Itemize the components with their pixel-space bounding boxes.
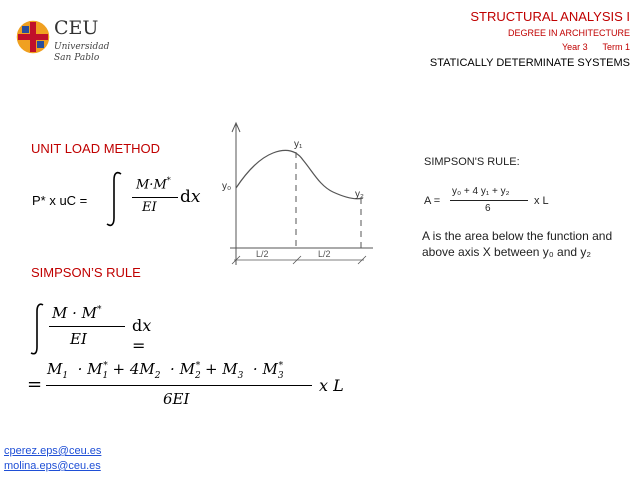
function-curve: [236, 150, 363, 198]
unit-load-lhs: P* x uC =: [32, 193, 88, 208]
simpson-rule-numerator: y₀ + 4 y₁ + y₂: [452, 186, 510, 197]
course-title: STRUCTURAL ANALYSIS I: [470, 9, 630, 24]
email-link-cperez[interactable]: cperez.eps@ceu.es: [4, 445, 102, 457]
simpson-expanded-formula: [27, 358, 367, 414]
expanded-times-L: x L: [319, 376, 344, 395]
expanded-denominator: 6EI: [163, 390, 190, 408]
expanded-equals: =: [27, 374, 43, 395]
graph-y0-label: y₀: [222, 181, 232, 192]
unit-load-denominator: EI: [142, 200, 157, 215]
simpson-integral-numerator: M · M*: [52, 304, 102, 322]
logo-name: CEU: [54, 17, 99, 39]
simpson-rule-title: SIMPSON'S RULE:: [424, 156, 520, 168]
graph-half2-label: L/2: [318, 249, 331, 259]
simpson-rule-times: x L: [534, 195, 549, 207]
expanded-fraction-bar: [46, 385, 312, 386]
integral-sign-icon: [104, 170, 126, 228]
logo-line1: Universidad: [54, 42, 110, 52]
ceu-logo: [14, 14, 144, 64]
simpson-integral-formula: [28, 300, 168, 358]
year-term: [562, 42, 630, 52]
topic-label: STATICALLY DETERMINATE SYSTEMS: [429, 57, 630, 69]
simpson-rule-denominator: 6: [485, 203, 491, 214]
unit-load-numerator: M·M*: [136, 176, 171, 193]
unit-load-heading: UNIT LOAD METHOD: [31, 141, 161, 156]
simpson-desc-line1: A is the area below the function and: [422, 229, 613, 243]
simpson-rule-fraction-bar: [450, 200, 528, 201]
email-link-molina[interactable]: molina.eps@ceu.es: [4, 460, 101, 472]
term-label: Term 1: [602, 42, 630, 52]
ceu-emblem-icon: [14, 18, 52, 56]
year-label: Year 3: [561, 42, 588, 52]
graph-y1-label: y₁: [294, 139, 303, 150]
logo-line2: San Pablo: [54, 53, 100, 63]
expanded-numerator: $M_1 \cdot M_1^* + 4M_2 \cdot M_2^* + M_3 \cdot M_3^*$: [47, 360, 284, 381]
simpson-integral-dx-equals: dx =: [132, 316, 152, 355]
integral-sign-icon: [28, 302, 48, 356]
simpson-integral-bar: [49, 326, 125, 327]
unit-load-fraction-bar: [132, 197, 178, 198]
simpson-rule-lhs: A =: [424, 195, 441, 207]
degree-label: DEGREE IN ARCHITECTURE: [507, 28, 630, 38]
unit-load-dx: dx: [180, 187, 201, 207]
graph-y2-label: y₂: [355, 189, 364, 200]
unit-load-formula: [104, 170, 204, 230]
simpson-integral-denominator: EI: [70, 330, 87, 348]
simpson-heading: SIMPSON’S RULE: [31, 265, 141, 280]
graph-half1-label: L/2: [256, 249, 269, 259]
simpson-desc-line2: above axis X between y₀ and y₂: [422, 245, 592, 259]
